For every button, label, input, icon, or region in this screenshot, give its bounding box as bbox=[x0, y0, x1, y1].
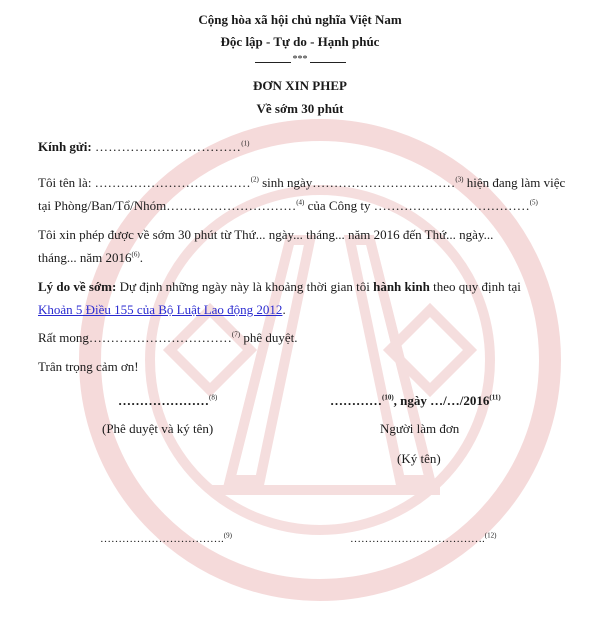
approver-name-line bbox=[100, 533, 232, 545]
footnote-4: (4) bbox=[296, 198, 305, 207]
footnote-8: (8) bbox=[209, 393, 218, 402]
department-field[interactable]: tại Phòng/Ban/Tổ/Nhóm………………………… bbox=[38, 198, 297, 213]
footnote-9: (9) bbox=[223, 531, 232, 540]
hope-line bbox=[38, 330, 298, 346]
punctuation: . bbox=[139, 250, 143, 265]
footnote-2: (2) bbox=[250, 175, 259, 184]
place-field[interactable]: ………… bbox=[330, 393, 382, 408]
left-sign-blank bbox=[118, 393, 217, 409]
date-field[interactable]: , ngày …/…/2016 bbox=[393, 393, 490, 408]
reason-label: Lý do về sớm: bbox=[38, 279, 117, 294]
footnote-3: (3) bbox=[455, 175, 464, 184]
intro-line-2 bbox=[38, 198, 538, 214]
footnote-12: (12) bbox=[484, 531, 497, 540]
footnote-1: (1) bbox=[241, 139, 250, 148]
footnote-10: (10) bbox=[382, 393, 394, 402]
document-subtitle: Về sớm 30 phút bbox=[256, 101, 344, 116]
separator-stars: *** bbox=[292, 54, 308, 65]
intro-text: hiện đang làm việc bbox=[463, 175, 566, 190]
applicant-caption: Người làm đơn bbox=[380, 421, 460, 436]
footnote-11: (11) bbox=[489, 393, 501, 402]
separator-line-right bbox=[310, 62, 346, 63]
approver-field[interactable]: Rất mong…………………………… bbox=[38, 330, 232, 345]
birthdate-field[interactable]: sinh ngày…………………………… bbox=[258, 175, 456, 190]
applicant-sub-caption: (Ký tên) bbox=[397, 451, 441, 466]
motto: Độc lập - Tự do - Hạnh phúc bbox=[220, 34, 380, 49]
reason-text: Dự định những ngày này là khoảng thời gian tôi bbox=[116, 279, 374, 294]
approver-caption: (Phê duyệt và ký tên) bbox=[102, 421, 214, 436]
request-line-1: Tôi xin phép được về sớm 30 phút từ Thứ... ngày... tháng... năm 2016 đến Thứ... ngày... bbox=[38, 227, 494, 242]
applicant-name-line bbox=[350, 533, 496, 545]
reason-bold: hành kinh bbox=[373, 279, 430, 294]
intro-line-1 bbox=[38, 175, 565, 191]
separator bbox=[0, 54, 600, 65]
applicant-name-field[interactable]: ………………………………. bbox=[350, 533, 485, 545]
separator-line-left bbox=[255, 62, 291, 63]
approver-name-field[interactable]: ……………………………. bbox=[100, 533, 224, 545]
law-reference-link[interactable]: Khoản 5 Điều 155 của Bộ Luật Lao động 2012 bbox=[38, 302, 283, 317]
approver-place-field[interactable]: ………………… bbox=[118, 393, 209, 408]
recipient-label: Kính gửi: bbox=[38, 139, 92, 154]
reason-text-end: theo quy định tại bbox=[429, 279, 521, 294]
footnote-5: (5) bbox=[529, 198, 538, 207]
company-field[interactable]: của Công ty ……………………………… bbox=[304, 198, 530, 213]
hope-text: phê duyệt. bbox=[240, 330, 298, 345]
name-field[interactable]: Tôi tên là: ……………………………… bbox=[38, 175, 251, 190]
recipient-blank[interactable]: …………………………… bbox=[94, 139, 242, 154]
footnote-6: (6) bbox=[131, 250, 140, 259]
reason-line-2 bbox=[38, 302, 286, 318]
document-title: ĐƠN XIN PHEP bbox=[253, 78, 347, 93]
national-title: Cộng hòa xã hội chủ nghĩa Việt Nam bbox=[198, 12, 402, 27]
date-line bbox=[330, 393, 501, 409]
reason-line-1 bbox=[38, 279, 521, 295]
request-date: tháng... năm 2016 bbox=[38, 250, 132, 265]
request-line-2 bbox=[38, 250, 143, 266]
thanks-text: Trân trọng cảm ơn! bbox=[38, 359, 139, 374]
recipient-line bbox=[38, 139, 249, 155]
punctuation: . bbox=[282, 302, 286, 317]
footnote-7: (7) bbox=[231, 330, 241, 339]
